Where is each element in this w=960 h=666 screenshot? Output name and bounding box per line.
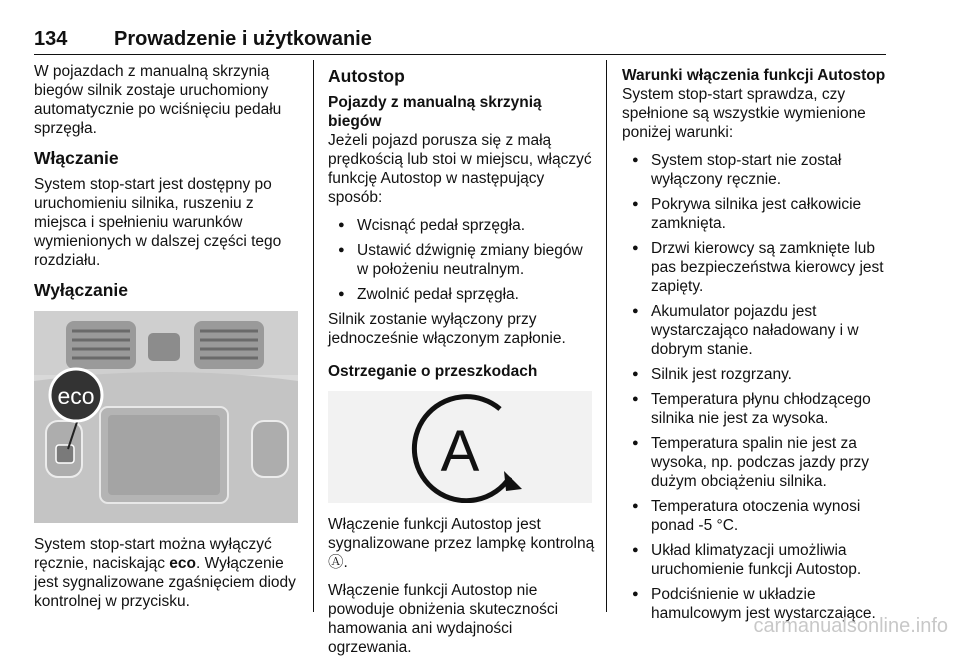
eco-caption: System stop-start można wyłączyć ręcznie, naciskając eco. Wyłączenie jest sygnalizowane zgaśnięciem diody kontrolnej w przycisku. bbox=[34, 536, 296, 610]
column-3 bbox=[622, 62, 888, 629]
list-item: ● Akumulator pojazdu jest wystarczająco naładowany i w dobrym stanie. bbox=[622, 302, 888, 359]
heading-warning: Ostrzeganie o przeszkodach bbox=[328, 363, 538, 380]
manual-paragraph: Jeżeli pojazd porusza się z małą prędkością lub stoi w miejscu, włączyć funkcję Autostop w następujący sposób: bbox=[328, 132, 592, 206]
eco-button-label: eco bbox=[57, 383, 95, 409]
autostop-lamp-figure bbox=[328, 391, 592, 503]
heading-autostop: Autostop bbox=[328, 66, 405, 86]
on-paragraph: System stop-start jest dostępny po uruchomieniu silnika, ruszeniu z miejsca i spełnieniu warunków wymienionych w dalszej części tego rozdziału. bbox=[34, 176, 282, 269]
heading-conditions: Warunki włączenia funkcji Autostop bbox=[622, 67, 886, 84]
dashboard-eco-figure bbox=[34, 311, 298, 523]
eco-term: eco bbox=[169, 555, 196, 572]
list-item: ● Podciśnienie w układzie hamulcowym jest wystarczające. bbox=[622, 585, 888, 623]
conditions-list bbox=[622, 151, 888, 623]
page-number: 134 bbox=[34, 28, 68, 50]
list-item: ● Zwolnić pedał sprzęgła. bbox=[328, 285, 598, 304]
heading-off: Wyłączanie bbox=[34, 280, 129, 300]
lamp-paragraph: Włączenie funkcji Autostop jest sygnalizowane przez lampkę kontrolną Ⓐ. bbox=[328, 516, 595, 571]
effect-paragraph: Włączenie funkcji Autostop nie powoduje obniżenia skuteczności hamowania ani wydajności ogrzewania. bbox=[328, 582, 559, 656]
list-item: ● Temperatura otoczenia wynosi ponad -5 °C. bbox=[622, 497, 888, 535]
page-title: Prowadzenie i użytkowanie bbox=[114, 28, 372, 50]
list-item: ● Wcisnąć pedał sprzęgła. bbox=[328, 216, 598, 235]
list-item: ● Pokrywa silnika jest całkowicie zamknięta. bbox=[622, 195, 888, 233]
intro-paragraph: W pojazdach z manualną skrzynią biegów silnik zostaje uruchomiony automatycznie po wciśnięciu pedału sprzęgła. bbox=[34, 63, 282, 137]
steps-list bbox=[328, 216, 598, 304]
column-2 bbox=[328, 62, 598, 666]
page-header bbox=[34, 28, 886, 55]
list-item: ● Temperatura płynu chłodzącego silnika nie jest za wysoka. bbox=[622, 390, 888, 428]
heading-manual: Pojazdy z manualną skrzynią biegów bbox=[328, 94, 542, 130]
heading-on: Włączanie bbox=[34, 148, 119, 168]
column-1 bbox=[34, 62, 304, 620]
column-divider bbox=[606, 60, 607, 612]
list-item: ● Ustawić dźwignię zmiany biegów w położeniu neutralnym. bbox=[328, 241, 598, 279]
after-paragraph: Silnik zostanie wyłączony przy jednocześnie włączonym zapłonie. bbox=[328, 311, 566, 347]
list-item: ● Silnik jest rozgrzany. bbox=[622, 365, 888, 384]
watermark: carmanualsonline.info bbox=[753, 615, 948, 637]
list-item: ● Temperatura spalin nie jest za wysoka, np. podczas jazdy przy dużym obciążeniu silnika. bbox=[622, 434, 888, 491]
autostop-icon-letter: A bbox=[440, 419, 480, 484]
list-item: ● Układ klimatyzacji umożliwia uruchomienie funkcji Autostop. bbox=[622, 541, 888, 579]
list-item: ● Drzwi kierowcy są zamknięte lub pas bezpieczeństwa kierowcy jest zapięty. bbox=[622, 239, 888, 296]
list-item: ● System stop-start nie został wyłączony ręcznie. bbox=[622, 151, 888, 189]
column-divider bbox=[313, 60, 314, 612]
conditions-intro: System stop-start sprawdza, czy spełnione są wszystkie wymienione poniżej warunki: bbox=[622, 86, 866, 141]
